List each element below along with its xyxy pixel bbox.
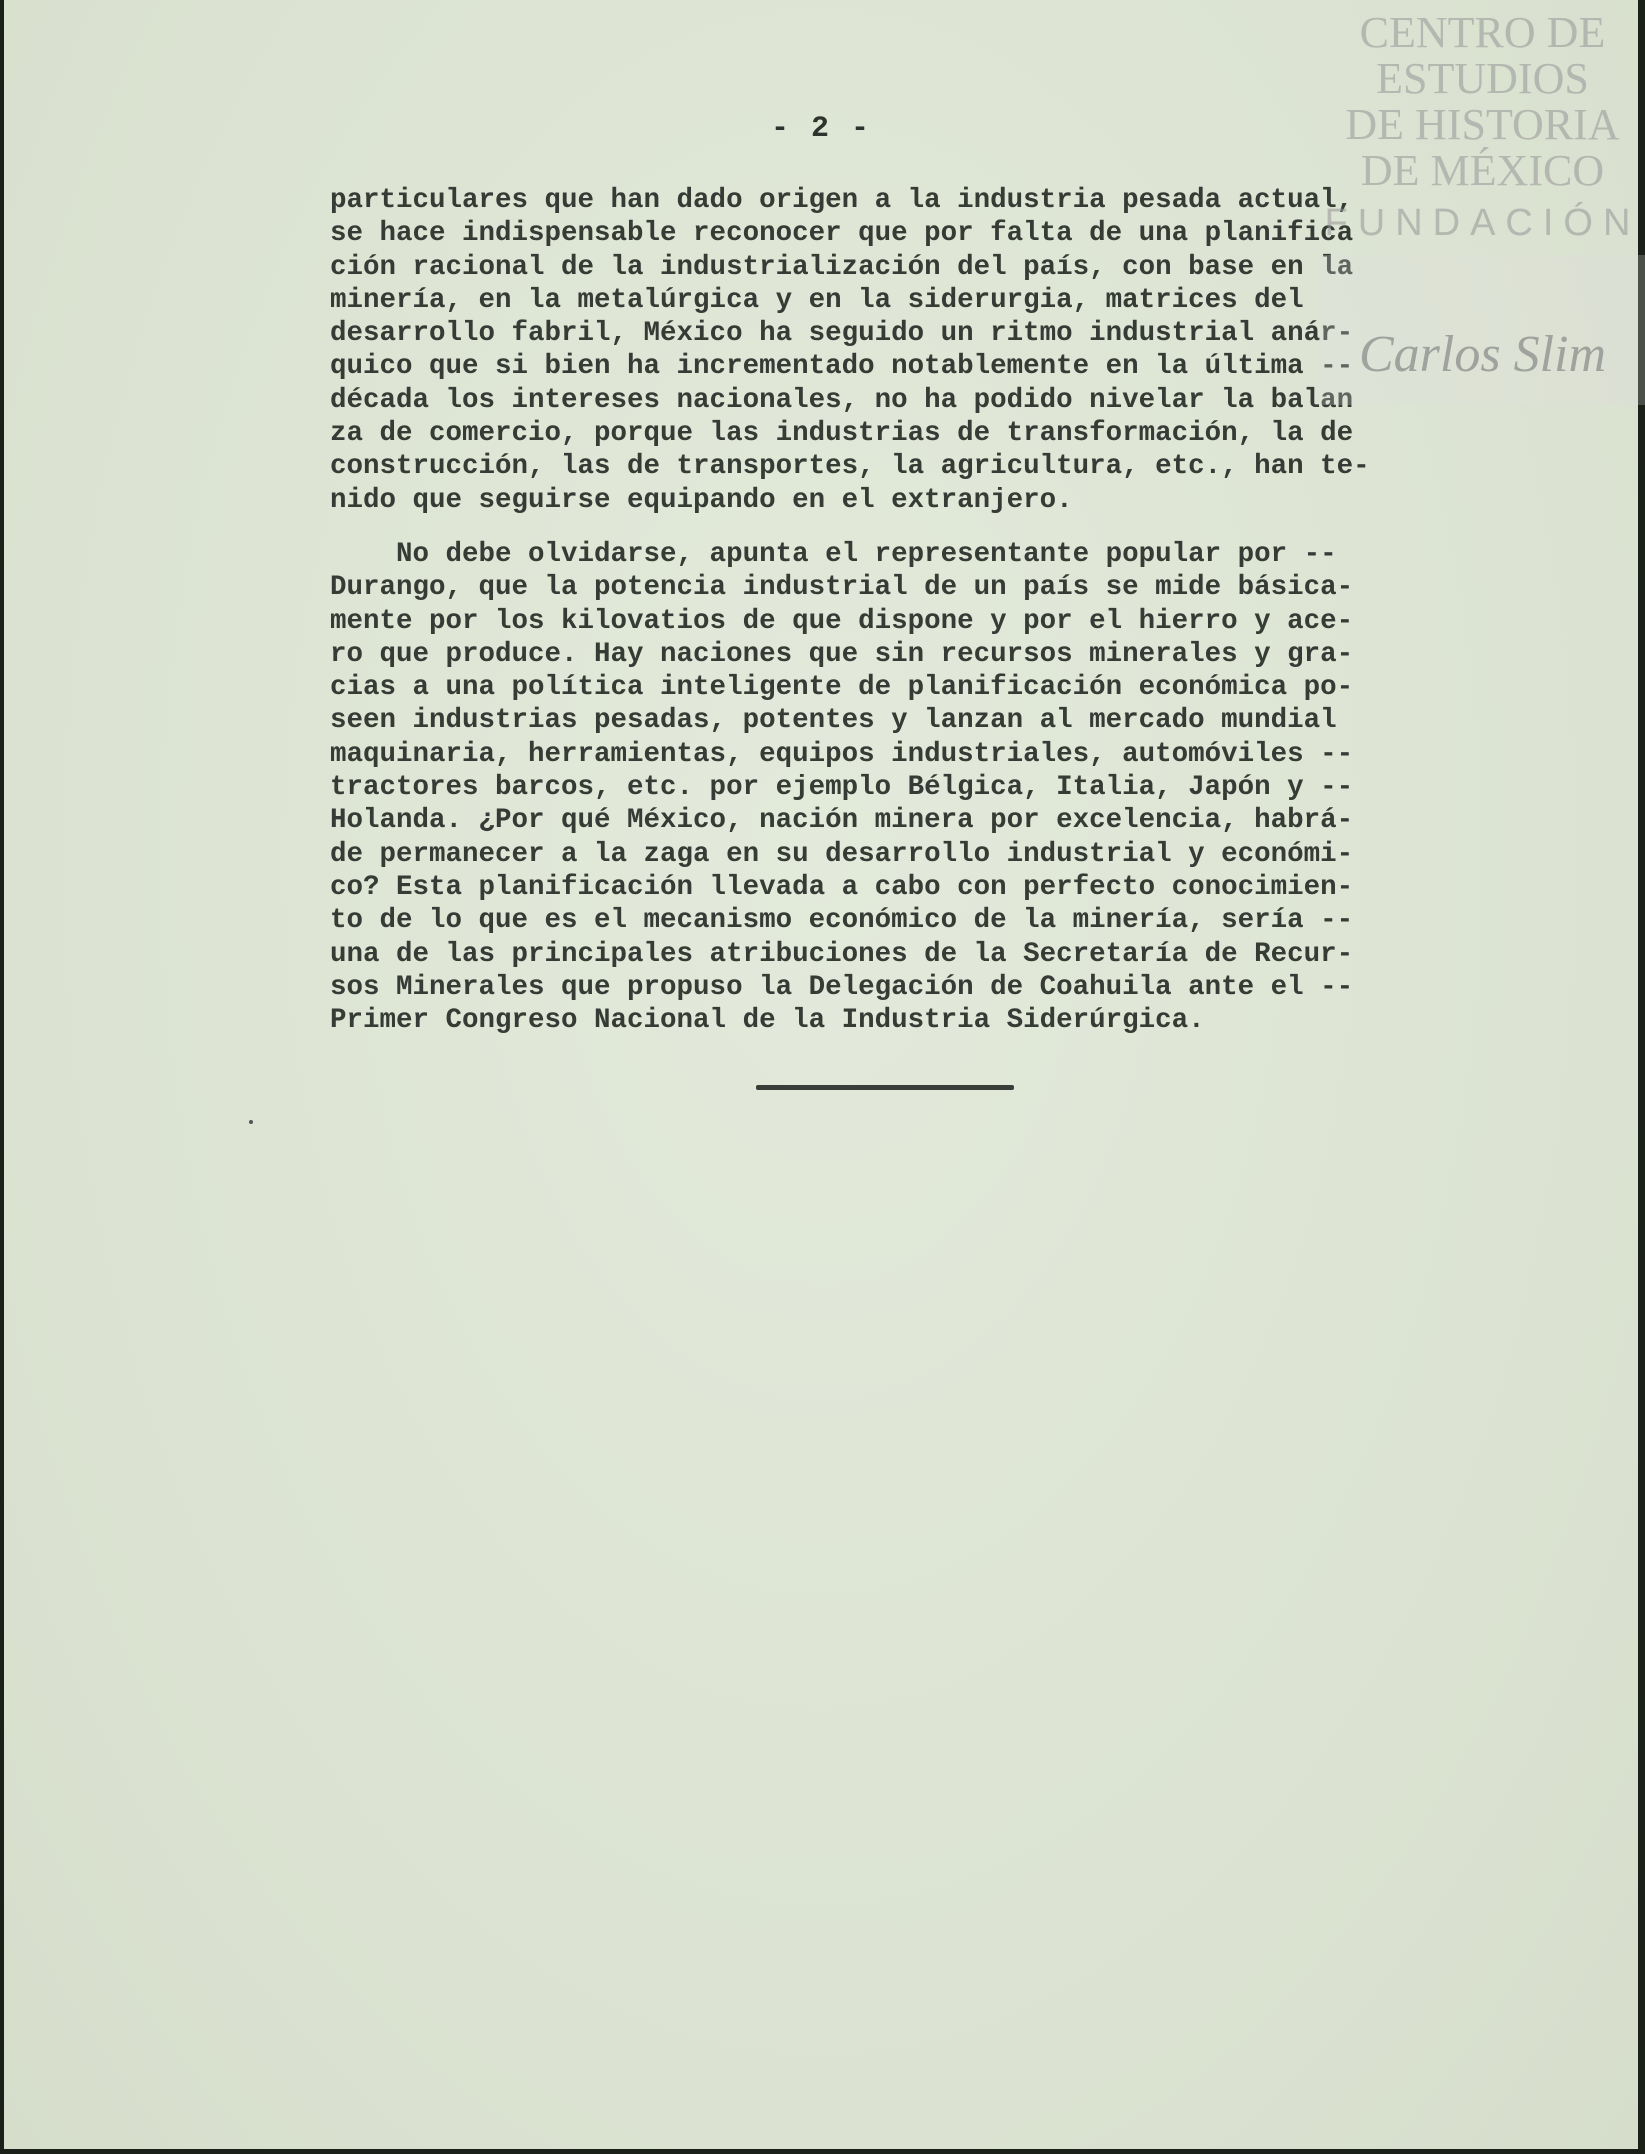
text-line: desarrollo fabril, México ha seguido un ritmo industrial anár- [330,318,1354,350]
text-line: seen industrias pesadas, potentes y lanzan al mercado mundial [330,705,1337,737]
watermark-line: CENTRO DE [1359,8,1606,57]
text-line: una de las principales atribuciones de la Secretaría de Recur- [330,938,1354,970]
text-line: particulares que han dado origen a la industria pesada actual, [330,185,1354,216]
watermark-line: DE HISTORIA [1345,100,1620,149]
archive-watermark [1320,0,1645,410]
text-line: Primer Congreso Nacional de la Industria Siderúrgica. [330,1005,1205,1037]
text-line: sos Minerales que propuso la Delegación de Coahuila ante el -- [330,971,1354,1003]
watermark-signature-box [1320,255,1645,405]
text-line: minería, en la metalúrgica y en la siderurgia, matrices del [330,284,1304,316]
text-line: ción racional de la industrialización del país, con base en la [330,251,1354,283]
text-line: nido que seguirse equipando en el extranjero. [330,484,1073,516]
text-line: quico que si bien ha incrementado notablemente en la última -- [330,351,1354,383]
text-line: co? Esta planificación llevada a cabo con perfecto conocimien- [330,871,1354,903]
text-line: Durango, que la potencia industrial de un país se mide básica- [330,572,1354,604]
watermark-line: ESTUDIOS [1376,54,1589,103]
text-line: se hace indispensable reconocer que por falta de una planifica [330,218,1354,250]
paragraph-2 [330,538,1530,1037]
text-line: mente por los kilovatios de que dispone y por el hierro y ace- [330,605,1354,637]
watermark-fundacion: FUNDACIÓN [1324,202,1641,244]
watermark-line: DE MÉXICO [1360,146,1605,195]
text-line: construcción, las de transportes, la agricultura, etc., han te- [330,451,1370,483]
text-line: de permanecer a la zaga en su desarrollo industrial y económi- [330,838,1354,870]
text-line: ro que produce. Hay naciones que sin recursos minerales y gra- [330,638,1354,670]
end-rule [756,1085,1014,1090]
page-number: - 2 - [770,112,871,146]
text-line: za de comercio, porque las industrias de transformación, la de [330,418,1354,450]
text-line: cias a una política inteligente de planificación económica po- [330,672,1354,704]
text-line: to de lo que es el mecanismo económico de la minería, sería -- [330,905,1354,937]
paper-speck [249,1120,253,1124]
text-line: No debe olvidarse, apunta el representante popular por -- [330,539,1337,570]
text-line: tractores barcos, etc. por ejemplo Bélgica, Italia, Japón y -- [330,772,1354,804]
watermark-signature: Carlos Slim [1358,326,1607,383]
text-line: Holanda. ¿Por qué México, nación minera por excelencia, habrá- [330,805,1354,837]
text-line: maquinaria, herramientas, equipos industriales, automóviles -- [330,738,1354,770]
text-line: década los intereses nacionales, no ha podido nivelar la balan [330,384,1354,416]
